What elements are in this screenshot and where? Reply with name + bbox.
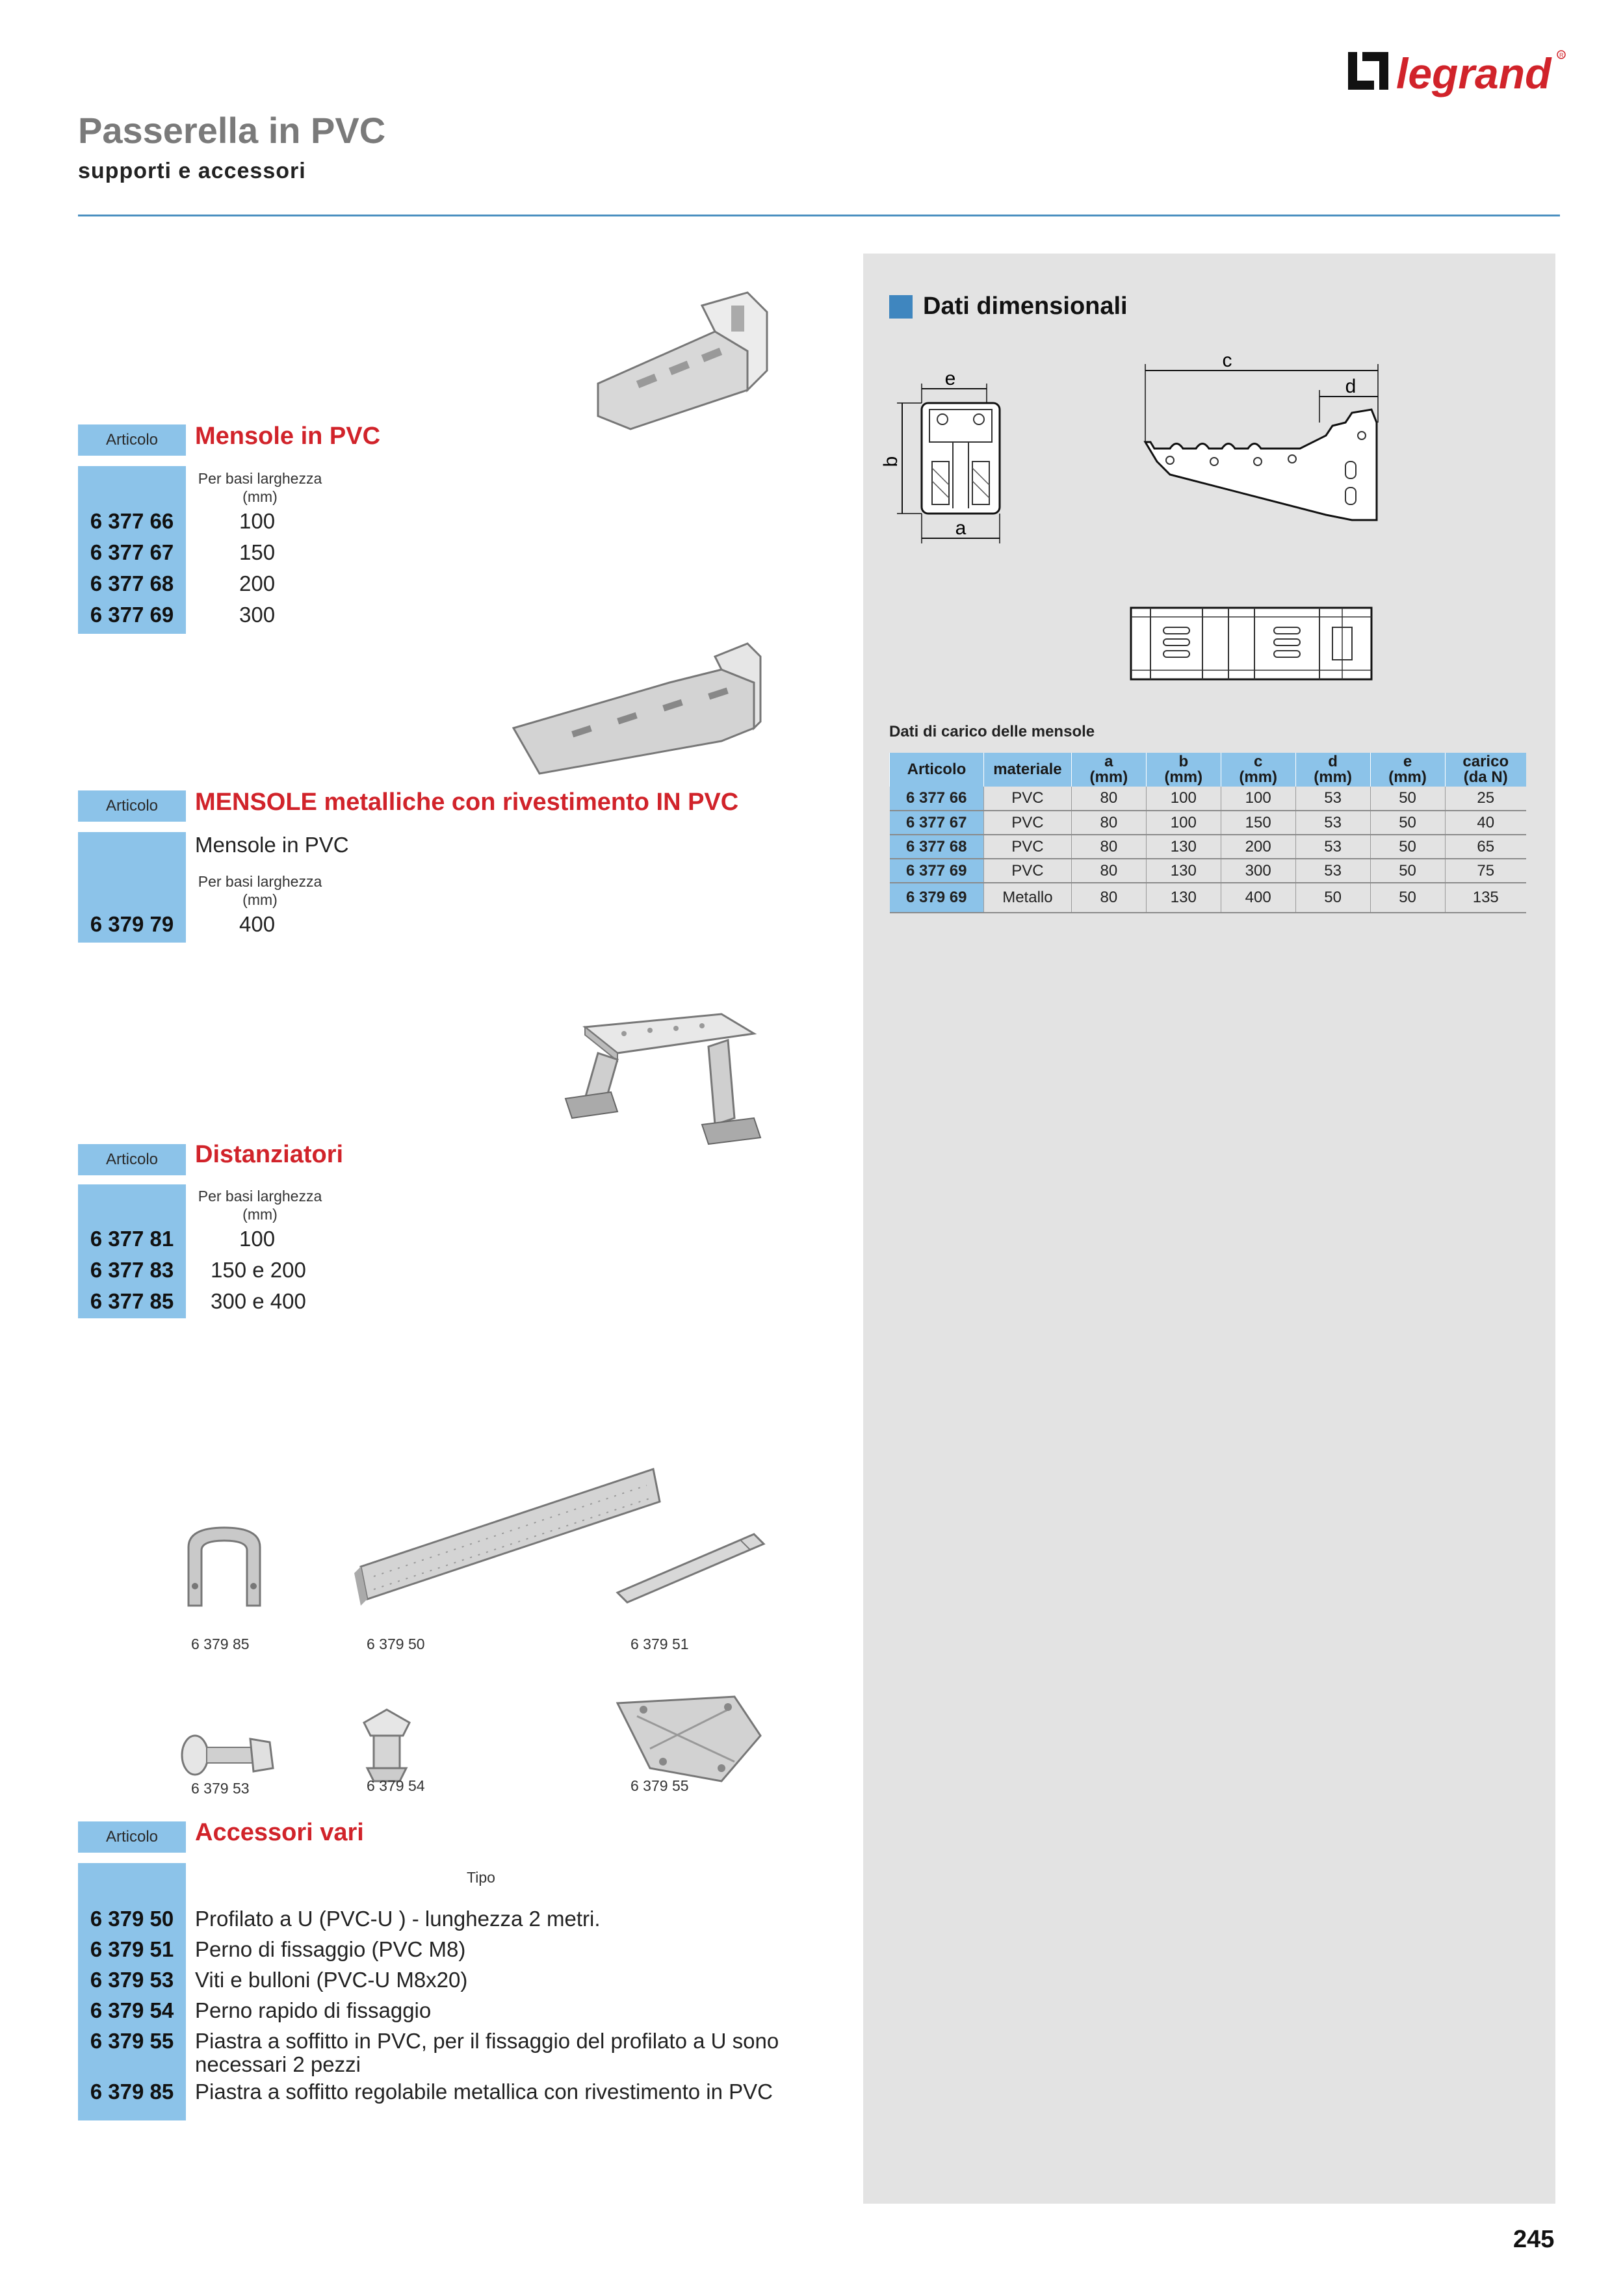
table-row [890,859,1527,883]
cell: 135 [1445,883,1526,913]
cell: PVC [983,811,1071,835]
item-code: 6 379 79 [90,912,174,936]
fixing-pin-image [611,1528,767,1606]
cell: 100 [1146,787,1221,811]
item-value: 400 [239,912,276,936]
cell: 53 [1295,835,1370,859]
item-code: 6 377 85 [90,1289,174,1313]
item-description: Piastra a soffitto in PVC, per il fissaggio del profilato a U sono necessari 2 pezzi [195,2029,779,2076]
cell: 100 [1146,811,1221,835]
item-code: 6 379 53 [90,1968,174,1992]
col-header-b: b (mm) [1146,753,1221,787]
item-code: 6 379 50 [90,1907,174,1931]
item-code: 6 379 55 [90,2029,174,2053]
image-caption: 6 379 51 [630,1636,689,1652]
cell: 130 [1146,883,1221,913]
label-e: e [944,368,956,389]
cell: Metallo [983,883,1071,913]
cell: 50 [1370,787,1445,811]
cell: 65 [1445,835,1526,859]
item-code: 6 377 68 [90,571,174,595]
item-description: Perno di fissaggio (PVC M8) [195,1937,466,1961]
item-description: Perno rapido di fissaggio [195,1998,432,2022]
item-code: 6 379 54 [90,1998,174,2022]
load-table-caption: Dati di carico delle mensole [889,723,1095,740]
col-header-a: a (mm) [1071,753,1146,787]
cell: 53 [1295,787,1370,811]
bracket-top-drawing [1124,601,1378,686]
column-note: Per basi larghezza (mm) [198,873,322,908]
item-code: 6 377 66 [90,509,174,533]
cell-code: 6 379 69 [890,883,984,913]
pvc-bracket-image [585,280,780,436]
cell: 200 [1221,835,1295,859]
cell: 53 [1295,811,1370,835]
cell: 53 [1295,859,1370,883]
label-d: d [1345,376,1357,397]
item-code: 6 379 51 [90,1937,174,1961]
dimension-heading [889,293,1128,320]
page-subtitle: supporti e accessori [78,159,306,183]
svg-text:R: R [1559,52,1564,59]
page-title: Passerella in PVC [78,110,386,151]
item-code: 6 377 69 [90,603,174,627]
column-note: Tipo [467,1869,495,1886]
table-row [890,811,1527,835]
image-caption: 6 379 85 [191,1636,250,1652]
section-title-distanziatori: Distanziatori [195,1141,344,1168]
cell: 50 [1370,835,1445,859]
cell: 40 [1445,811,1526,835]
item-value: 300 [239,603,276,627]
cell-code: 6 377 68 [890,835,984,859]
cell: 80 [1071,811,1146,835]
item-value: 150 e 200 [211,1258,306,1282]
table-row [890,835,1527,859]
legrand-logo [1347,43,1568,105]
cell: 150 [1221,811,1295,835]
cross-section-drawing [880,364,1019,553]
cell: 50 [1370,859,1445,883]
label-c: c [1222,350,1232,371]
col-header-e: e (mm) [1370,753,1445,787]
cell: 130 [1146,859,1221,883]
articolo-header: Articolo [78,1144,186,1175]
cell: 50 [1370,883,1445,913]
section-square-icon [889,295,913,319]
section-subtitle: Mensole in PVC [195,833,349,857]
ceiling-plate-pvc-image [611,1690,767,1788]
load-table-header [890,753,1527,787]
cell: 130 [1146,835,1221,859]
table-row [890,787,1527,811]
col-header-d: d (mm) [1295,753,1370,787]
column-note: Per basi larghezza (mm) [198,470,322,505]
section-title-mensole-metalliche: MENSOLE metalliche con rivestimento IN PVC [195,789,739,816]
cell: 400 [1221,883,1295,913]
bracket-side-drawing [1131,345,1391,533]
cell: 80 [1071,787,1146,811]
cell: 25 [1445,787,1526,811]
cell: 80 [1071,859,1146,883]
page-number: 245 [1513,2226,1555,2253]
cell: 300 [1221,859,1295,883]
item-value: 200 [239,571,276,595]
image-caption: 6 379 55 [630,1777,689,1794]
cell: 50 [1370,811,1445,835]
cell: 50 [1295,883,1370,913]
cell: PVC [983,787,1071,811]
load-table [889,753,1526,913]
quick-pin-image [351,1703,422,1788]
table-row [890,883,1527,913]
ceiling-plate-adjustable-image [175,1521,273,1619]
cell: PVC [983,835,1071,859]
item-value: 100 [239,1227,276,1251]
articolo-header: Articolo [78,790,186,822]
spacer-image [559,1001,780,1164]
label-a: a [955,517,967,539]
screw-bolt-image [175,1716,279,1788]
articolo-header: Articolo [78,424,186,456]
cell: 80 [1071,835,1146,859]
brand-text: legrand [1396,49,1552,98]
cell-code: 6 377 67 [890,811,984,835]
item-description: Viti e bulloni (PVC-U M8x20) [195,1968,468,1992]
item-code: 6 377 81 [90,1227,174,1251]
item-value: 150 [239,540,276,564]
item-value: 100 [239,509,276,533]
section-title-mensole-pvc: Mensole in PVC [195,423,381,450]
item-description: Piastra a soffitto regolabile metallica con rivestimento in PVC [195,2080,773,2104]
image-caption: 6 379 54 [367,1777,425,1794]
item-code: 6 377 83 [90,1258,174,1282]
dimension-title: Dati dimensionali [923,293,1128,320]
cell: 100 [1221,787,1295,811]
column-note: Per basi larghezza (mm) [198,1188,322,1223]
col-header-carico: carico (da N) [1445,753,1526,787]
section-title-accessori: Accessori vari [195,1819,364,1846]
metal-bracket-image [500,644,767,780]
image-caption: 6 379 53 [191,1780,250,1797]
cell-code: 6 377 69 [890,859,984,883]
item-value: 300 e 400 [211,1289,306,1313]
cell: 75 [1445,859,1526,883]
cell: PVC [983,859,1071,883]
item-code: 6 379 85 [90,2080,174,2104]
image-caption: 6 379 50 [367,1636,425,1652]
col-header-materiale: materiale [983,753,1071,787]
col-header-articolo: Articolo [890,753,984,787]
item-description: Profilato a U (PVC-U ) - lunghezza 2 metri. [195,1907,601,1931]
header-divider [78,215,1560,216]
item-code: 6 377 67 [90,540,174,564]
col-header-c: c (mm) [1221,753,1295,787]
cell: 80 [1071,883,1146,913]
cell-code: 6 377 66 [890,787,984,811]
label-b: b [880,456,902,467]
articolo-header: Articolo [78,1821,186,1853]
